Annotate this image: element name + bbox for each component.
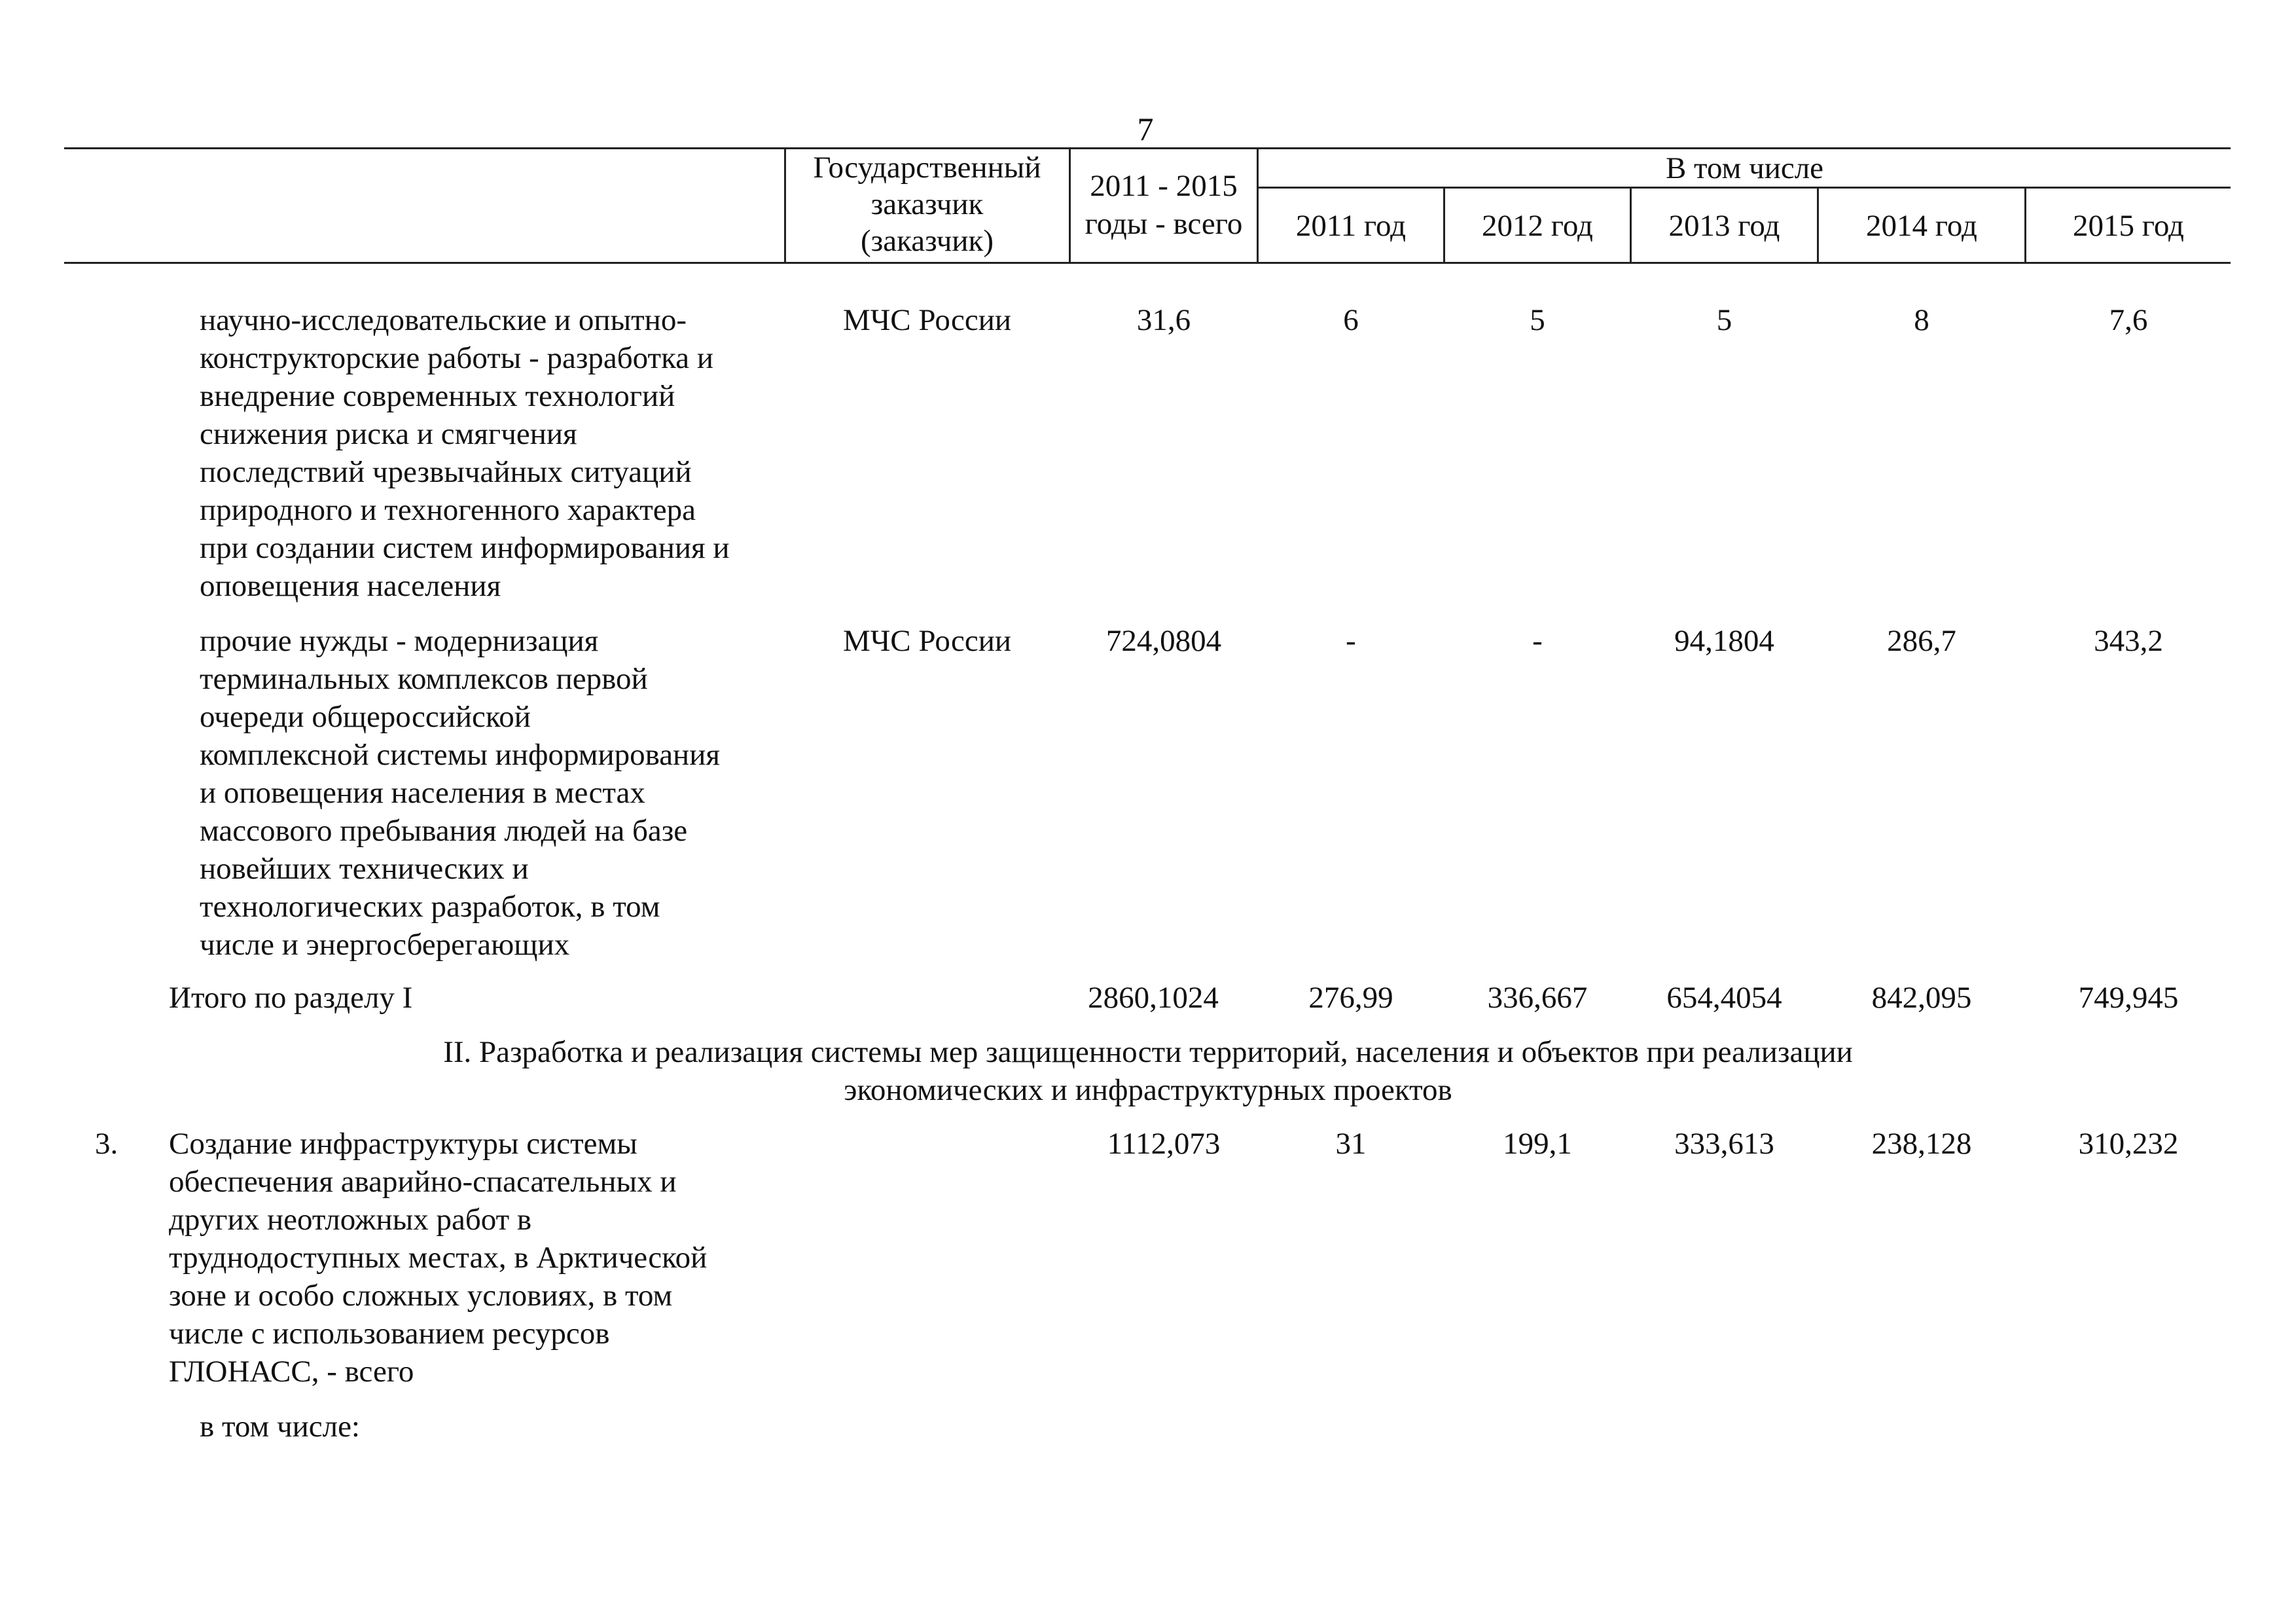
section-total-2013: 654,4054: [1666, 981, 1782, 1015]
header-year-2014: 2014 год: [1866, 209, 1977, 243]
header-bottom-rule: [64, 262, 2231, 264]
row-value-2012: 5: [1530, 303, 1545, 337]
header-customer: Государственный заказчик (заказчик): [813, 151, 1041, 258]
item-value-2014: 238,128: [1871, 1127, 1972, 1161]
header-including: В том числе: [1665, 151, 1824, 185]
section-total-2011: 276,99: [1308, 981, 1393, 1015]
item-total: 1112,073: [1107, 1127, 1221, 1161]
row-customer: МЧС России: [842, 303, 1012, 337]
row-description: прочие нужды - модернизация терминальных комплексов первой очереди общероссийской комплексной системы информирования и оповещения населения в местах массового пребывания людей на базе новейших технических и технологических разработок, в том числе и энергосберегающих: [200, 624, 720, 962]
item-value-2013: 333,613: [1674, 1127, 1774, 1161]
row-value-2014: 286,7: [1887, 624, 1956, 658]
row-description: научно-исследовательские и опытно- конструкторские работы - разработка и внедрение современных технологий снижения риска и смягчения последствий чрезвычайных ситуаций природного и техногенного характера при создании систем информирования и оповещения населения: [200, 303, 730, 603]
header-total: 2011 - 2015 годы - всего: [1085, 169, 1243, 241]
header-year-2012: 2012 год: [1482, 209, 1593, 243]
row-value-2014: 8: [1914, 303, 1929, 337]
section-title: II. Разработка и реализация системы мер защищенности территорий, населения и объектов при реализации экономических и инфраструктурных проектов: [443, 1035, 1853, 1107]
row-value-2015: 343,2: [2094, 624, 2163, 658]
row-value-2015: 7,6: [2109, 303, 2148, 337]
page-number: 7: [1137, 111, 1154, 147]
row-total: 724,0804: [1105, 624, 1222, 658]
section-total-2012: 336,667: [1487, 981, 1588, 1015]
section-total-2015: 749,945: [2078, 981, 2179, 1015]
row-value-2013: 5: [1716, 303, 1732, 337]
item-value-2011: 31: [1335, 1127, 1367, 1161]
header-year-2011: 2011 год: [1295, 209, 1407, 243]
row-total: 31,6: [1136, 303, 1191, 337]
row-value-2011: 6: [1343, 303, 1359, 337]
header-year-2015: 2015 год: [2073, 209, 2184, 243]
section-total-2014: 842,095: [1871, 981, 1972, 1015]
row-value-2011: -: [1346, 624, 1356, 658]
section-total-sum: 2860,1024: [1088, 981, 1219, 1015]
including-label: в том числе:: [200, 1410, 360, 1444]
item-number: 3.: [95, 1127, 118, 1161]
row-value-2013: 94,1804: [1674, 624, 1774, 658]
item-value-2015: 310,232: [2078, 1127, 2179, 1161]
row-customer: МЧС России: [842, 624, 1012, 658]
section-total-label: Итого по разделу I: [169, 981, 413, 1015]
row-value-2012: -: [1532, 624, 1543, 658]
item-description: Создание инфраструктуры системы обеспечения аварийно-спасательных и других неотложных работ в труднодоступных местах, в Арктической зоне и особо сложных условиях, в том числе с использованием ресурсов ГЛОНАСС, - всего: [169, 1127, 708, 1389]
item-value-2012: 199,1: [1503, 1127, 1572, 1161]
header-year-2013: 2013 год: [1668, 209, 1780, 243]
